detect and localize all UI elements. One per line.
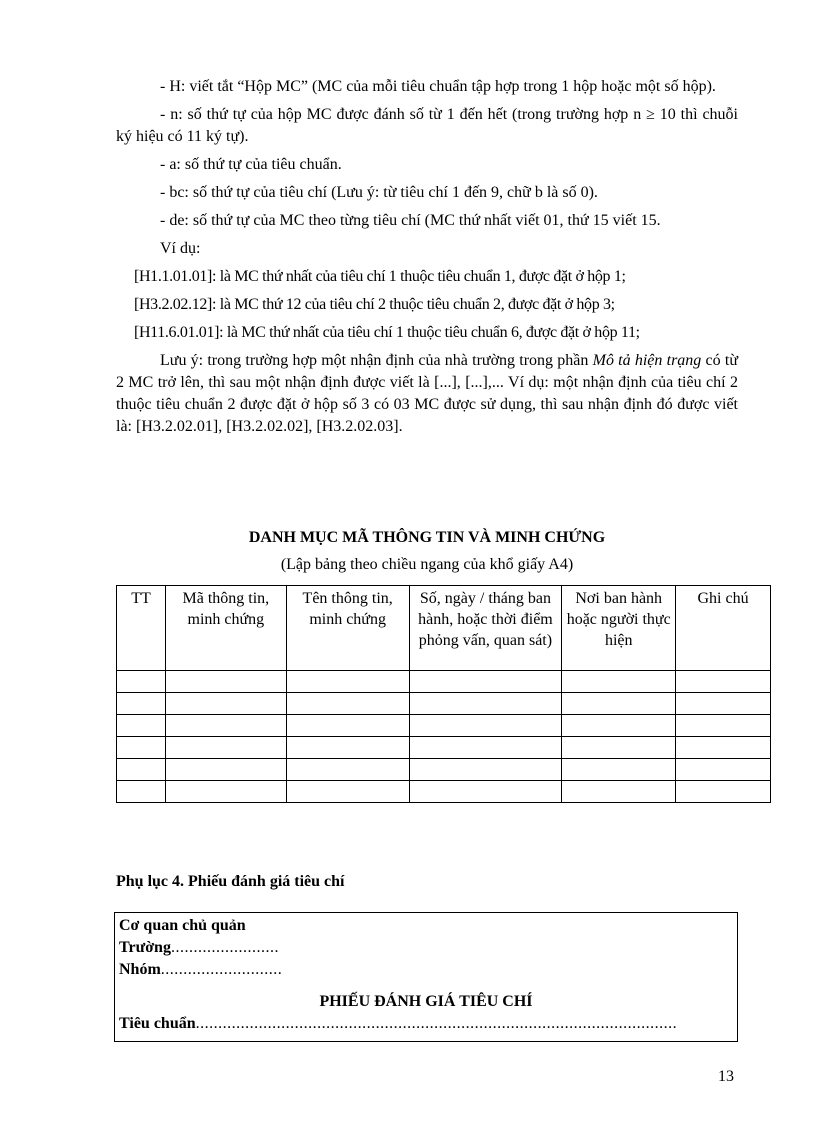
table-cell: [117, 715, 166, 737]
note-text-after: có từ 2 MC trở lên, thì sau một nhận định được viết là [...], [...],... Ví dụ: một nhận định của tiêu chí 2 thuộc tiêu chuẩn 2 được đặt ở hộp số 3 có 03 MC được sử dụng, thì sau nhận định đó được viết là: [H3.2.02.01], [H3.2.02.02], [H3.2.02.03].: [116, 352, 738, 435]
table-cell: [165, 781, 286, 803]
table-cell: [409, 671, 562, 693]
table-row: [117, 759, 771, 781]
table-cell: [562, 693, 676, 715]
form-group-label: Nhóm: [119, 961, 161, 978]
table-row: [117, 781, 771, 803]
col-header-issuer: Nơi ban hành hoặc người thực hiện: [562, 586, 676, 671]
table-cell: [165, 693, 286, 715]
evidence-table: [116, 585, 771, 803]
table-cell: [409, 737, 562, 759]
table-cell: [117, 693, 166, 715]
table-cell: [165, 737, 286, 759]
col-header-date: Số, ngày / tháng ban hành, hoặc thời điểm phỏng vấn, quan sát): [409, 586, 562, 671]
col-header-note: Ghi chú: [676, 586, 771, 671]
table-cell: [676, 781, 771, 803]
table-cell: [117, 759, 166, 781]
table-cell: [165, 671, 286, 693]
table-cell: [676, 671, 771, 693]
table-row: [117, 715, 771, 737]
table-cell: [676, 715, 771, 737]
paragraph-h: - H: viết tắt “Hộp MC” (MC của mỗi tiêu chuẩn tập hợp trong 1 hộp hoặc một số hộp).: [160, 78, 716, 95]
form-agency-line: Cơ quan chủ quản: [119, 917, 246, 934]
page-number: 13: [718, 1068, 734, 1085]
table-cell: [562, 715, 676, 737]
col-header-name: Tên thông tin, minh chứng: [286, 586, 409, 671]
table-cell: [409, 715, 562, 737]
example-1: [H1.1.01.01]: là MC thứ nhất của tiêu chí 1 thuộc tiêu chuẩn 1, được đặt ở hộp 1;: [134, 268, 626, 285]
table-row: [117, 693, 771, 715]
form-group-dots: ...........................: [160, 961, 283, 978]
table-title: DANH MỤC MÃ THÔNG TIN VÀ MINH CHỨNG: [248, 529, 606, 546]
example-3: [H11.6.01.01]: là MC thứ nhất của tiêu chí 1 thuộc tiêu chuẩn 6, được đặt ở hộp 11;: [134, 324, 640, 341]
table-cell: [165, 759, 286, 781]
form-school-label: Trường: [119, 939, 171, 956]
table-cell: [562, 781, 676, 803]
table-cell: [409, 759, 562, 781]
table-cell: [286, 759, 409, 781]
table-cell: [286, 737, 409, 759]
table-cell: [117, 781, 166, 803]
table-cell: [562, 737, 676, 759]
table-cell: [117, 737, 166, 759]
paragraph-note: [116, 350, 738, 438]
table-cell: [286, 715, 409, 737]
form-group-line: [119, 959, 733, 981]
table-cell: [562, 671, 676, 693]
table-row: [117, 671, 771, 693]
table-cell: [165, 715, 286, 737]
paragraph-a: - a: số thứ tự của tiêu chuẩn.: [160, 156, 342, 173]
table-cell: [562, 759, 676, 781]
table-cell: [676, 693, 771, 715]
form-standard-line: [119, 1013, 733, 1035]
table-cell: [117, 671, 166, 693]
evaluation-form-box: [114, 912, 738, 1042]
paragraph-n: - n: số thứ tự của hộp MC được đánh số từ 1 đến hết (trong trường hợp n ≥ 10 thì chuỗi ký hiệu có 11 ký tự).: [116, 106, 738, 145]
body-text: [116, 76, 738, 438]
form-title: PHIẾU ĐÁNH GIÁ TIÊU CHÍ: [319, 993, 533, 1010]
paragraph-example-label: Ví dụ:: [160, 240, 201, 257]
table-cell: [286, 671, 409, 693]
table-row: [117, 737, 771, 759]
note-italic-term: Mô tả hiện trạng: [592, 352, 702, 369]
table-cell: [286, 781, 409, 803]
col-header-tt: TT: [117, 586, 166, 671]
table-cell: [409, 693, 562, 715]
col-header-code: Mã thông tin, minh chứng: [165, 586, 286, 671]
table-cell: [286, 693, 409, 715]
table-subtitle: (Lập bảng theo chiều ngang của khổ giấy A4): [280, 556, 574, 573]
table-cell: [409, 781, 562, 803]
table-header-row: [117, 586, 771, 671]
table-cell: [676, 737, 771, 759]
paragraph-de: - de: số thứ tự của MC theo từng tiêu chí (MC thứ nhất viết 01, thứ 15 viết 15.: [160, 212, 661, 229]
form-standard-dots: ...........................................................................................................: [195, 1015, 678, 1032]
note-text-before: Lưu ý: trong trường hợp một nhận định của nhà trường trong phần: [160, 352, 593, 369]
paragraph-bc: - bc: số thứ tự của tiêu chí (Lưu ý: từ tiêu chí 1 đến 9, chữ b là số 0).: [160, 184, 598, 201]
form-school-line: [119, 937, 733, 959]
appendix-title: Phụ lục 4. Phiếu đánh giá tiêu chí: [116, 873, 345, 890]
example-2: [H3.2.02.12]: là MC thứ 12 của tiêu chí 2 thuộc tiêu chuẩn 2, được đặt ở hộp 3;: [134, 296, 615, 313]
form-school-dots: ........................: [170, 939, 279, 956]
form-standard-label: Tiêu chuẩn: [119, 1015, 196, 1032]
table-cell: [676, 759, 771, 781]
